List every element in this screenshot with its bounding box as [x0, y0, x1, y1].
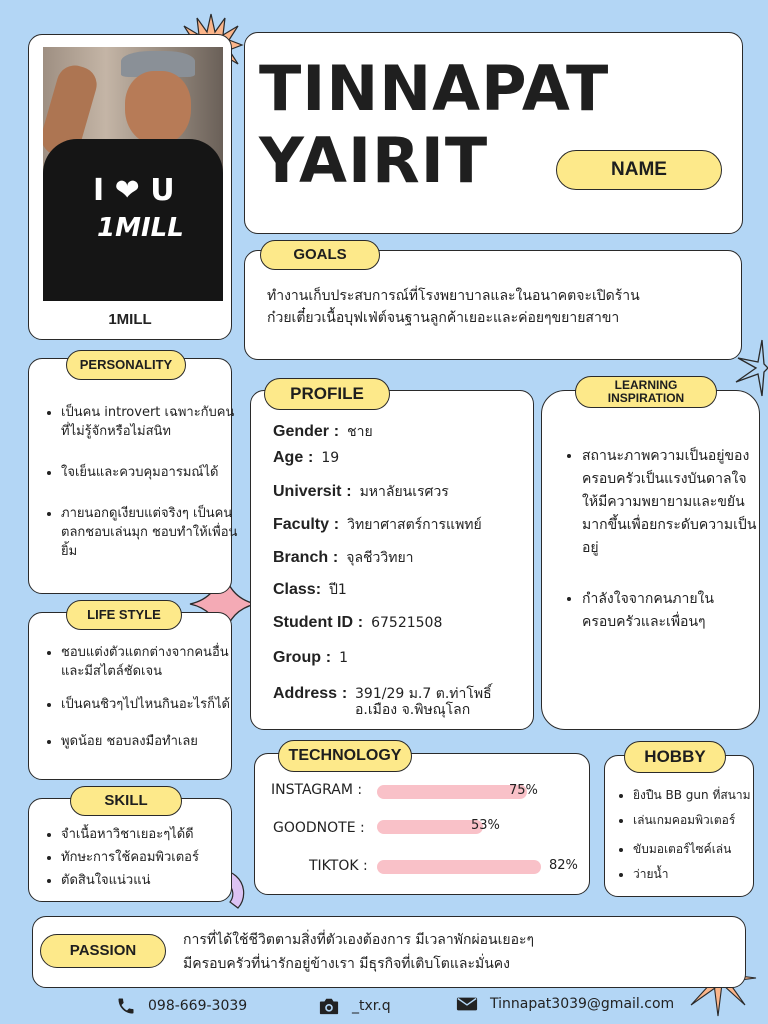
contact-email[interactable]	[456, 996, 674, 1012]
tech-percent: 82%	[549, 858, 578, 873]
learning-card	[541, 390, 760, 730]
skill-item: • ตัดสินใจแน่วแน่	[61, 871, 241, 890]
profile-card	[250, 390, 534, 730]
tech-name: INSTAGRAM :	[271, 782, 363, 798]
hobby-item: • ยิงปืน BB gun ที่สนาม	[633, 786, 768, 805]
photo-card	[28, 34, 232, 340]
instagram-handle: _txr.q	[352, 998, 391, 1014]
personality-item: • เป็นคน introvert เฉพาะกับคนที่ไม่รู้จักหรือไม่สนิท	[61, 403, 239, 441]
personality-item: • ใจเย็นและควบคุมอารมณ์ได้	[61, 463, 239, 482]
lifestyle-item: • เป็นคนชิวๆไปไหนกินอะไรก็ได้	[61, 695, 241, 714]
name-label: NAME	[556, 150, 722, 190]
profile-row-group: Group : 1	[273, 649, 349, 666]
lifestyle-card	[28, 612, 232, 780]
phone-number: 098-669-3039	[148, 998, 248, 1014]
profile-row-branch: Branch : จุลชีววิทยา	[273, 549, 414, 566]
tech-bar-tiktok	[377, 860, 541, 874]
learning-item: • กำลังใจจากคนภายในครอบครัวและเพื่อนๆ	[582, 588, 760, 634]
hobby-item: • ว่ายน้ำ	[633, 865, 768, 884]
profile-photo	[43, 47, 223, 301]
profile-label: PROFILE	[264, 378, 390, 410]
learning-item: • สถานะภาพความเป็นอยู่ของครอบครัวเป็นแรงบันดาลใจให้มีความพยายามและขยันมากขึ้นเพื่อยกระดับความเป็นอยู่	[582, 445, 760, 560]
photo-face	[125, 71, 191, 145]
profile-row-gender: Gender : ชาย	[273, 423, 373, 440]
email-address: Tinnapat3039@gmail.com	[490, 996, 675, 1012]
skill-label: SKILL	[70, 786, 182, 816]
learning-label	[575, 376, 717, 408]
lifestyle-item: • พูดน้อย ชอบลงมือทำเลย	[61, 732, 241, 751]
hobby-item: • ขับมอเตอร์ไซค์เล่น	[633, 840, 768, 859]
address-value-line1: 391/29 ม.7 ต.ท่าโพธิ์	[355, 686, 492, 702]
goals-label: GOALS	[260, 240, 380, 270]
last-name: YAIRIT	[259, 124, 489, 197]
tech-bar-instagram	[377, 785, 527, 799]
passion-text-line1: การที่ได้ใช้ชีวิตตามสิ่งที่ตัวเองต้องการ มีเวลาพักผ่อนเยอะๆ	[183, 932, 535, 948]
tech-bar-goodnote	[377, 820, 483, 834]
personality-label: PERSONALITY	[66, 350, 186, 380]
tech-name: GOODNOTE :	[273, 820, 365, 836]
camera-icon	[318, 996, 340, 1016]
lifestyle-item: • ชอบแต่งตัวแตกต่างจากคนอื่นและมีสไตล์ชัดเจน	[61, 643, 241, 681]
passion-label: PASSION	[40, 934, 166, 968]
shirt-print-line1: I ❤ U	[93, 173, 175, 208]
profile-row-address: Address :	[273, 685, 348, 702]
profile-row-university: Universit : มหาลัยนเรศวร	[273, 483, 449, 500]
first-name: TINNAPAT	[259, 52, 610, 125]
address-value-line2: อ.เมือง จ.พิษณุโลก	[355, 702, 471, 718]
tech-percent: 53%	[471, 818, 500, 833]
technology-card	[254, 753, 590, 895]
personality-card	[28, 358, 238, 594]
name-card	[244, 32, 743, 234]
profile-row-class: Class: ปี1	[273, 581, 347, 598]
learning-label-line1: LEARNING	[614, 378, 678, 392]
hobby-card	[604, 755, 754, 897]
profile-row-faculty: Faculty : วิทยาศาสตร์การแพทย์	[273, 516, 482, 533]
tech-name: TIKTOK :	[309, 858, 368, 874]
hobby-label: HOBBY	[624, 741, 726, 773]
goals-text-line1: ทำงานเก็บประสบการณ์ที่โรงพยาบาลและในอนาคตจะเปิดร้าน	[267, 288, 640, 304]
goals-text-line2: ก๋วยเตี๋ยวเนื้อบุฟเฟ่ต์จนฐานลูกค้าเยอะและค่อยๆขยายสาขา	[267, 310, 620, 326]
tech-percent: 75%	[509, 783, 538, 798]
phone-icon	[116, 996, 136, 1016]
lifestyle-label: LIFE STYLE	[66, 600, 182, 630]
contact-phone[interactable]	[116, 996, 247, 1016]
skill-item: • ทักษะการใช้คอมพิวเตอร์	[61, 848, 241, 867]
profile-row-age: Age : 19	[273, 449, 340, 466]
personality-item: • ภายนอกดูเงียบแต่จริงๆ เป็นคนตลกชอบเล่นมุก ชอบทำให้เพื่อนยิ้ม	[61, 504, 239, 561]
passion-text-line2: มีครอบครัวที่น่ารักอยู่ข้างเรา มีธุรกิจที่เติบโตและมั่นคง	[183, 956, 511, 972]
technology-label: TECHNOLOGY	[278, 740, 412, 772]
photo-caption: 1MILL	[108, 311, 152, 328]
profile-row-student-id: Student ID : 67521508	[273, 614, 443, 631]
contact-instagram[interactable]	[318, 996, 391, 1016]
shirt-print-line2: 1MILL	[97, 213, 184, 243]
hobby-item: • เล่นเกมคอมพิวเตอร์	[633, 811, 768, 830]
learning-label-line2: INSPIRATION	[607, 391, 685, 405]
skill-item: • จำเนื้อหาวิชาเยอะๆได้ดี	[61, 825, 241, 844]
mail-icon	[456, 996, 478, 1012]
